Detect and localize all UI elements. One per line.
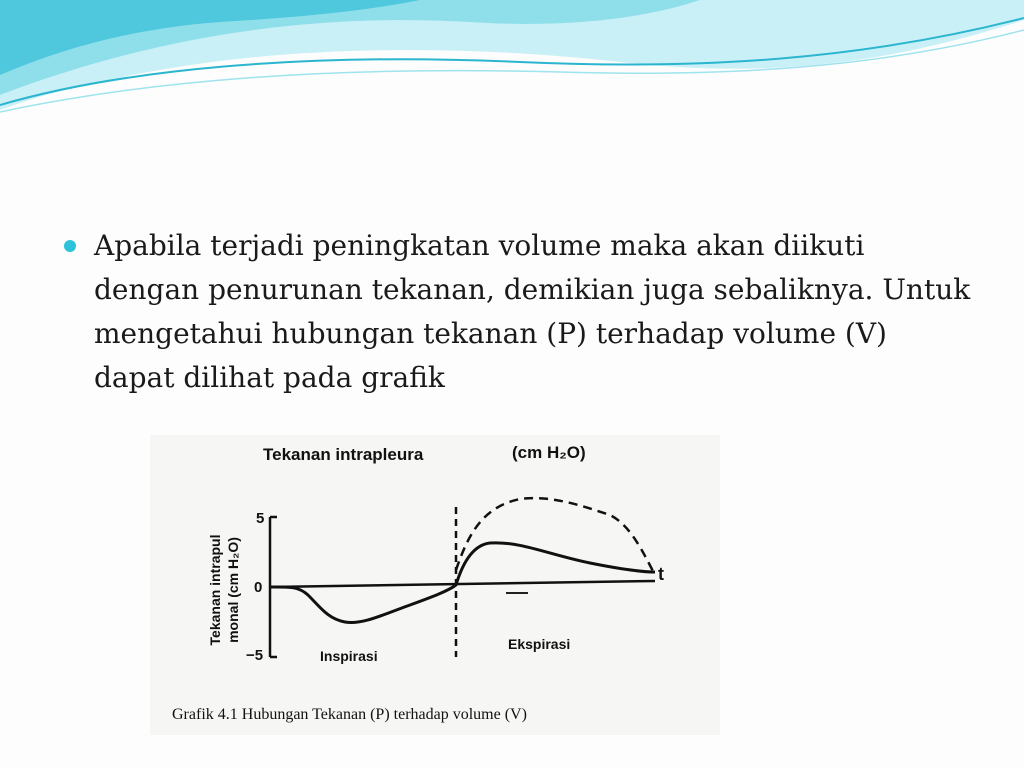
figure-graphic xyxy=(150,435,720,735)
x-axis-label-t: t xyxy=(658,564,664,584)
curve-inspiration xyxy=(270,585,456,623)
label-inspirasi: Inspirasi xyxy=(320,648,378,664)
figure-header-right: (cm H₂O) xyxy=(512,443,586,462)
figure-header-left: Tekanan intrapleura xyxy=(263,445,424,464)
y-axis-label-line2: monal (cm H₂O) xyxy=(225,537,241,643)
bullet-dot-icon xyxy=(64,240,76,252)
header-wave-decoration xyxy=(0,0,1024,130)
y-tick-label-zero: 0 xyxy=(254,579,263,596)
curve-expiration-dashed xyxy=(456,498,655,575)
figure-pressure-graph xyxy=(150,435,720,735)
y-axis-label-line1: Tekanan intrapul xyxy=(207,534,223,646)
curve-expiration-solid xyxy=(456,543,655,585)
y-tick-label-top: 5 xyxy=(256,510,265,527)
label-ekspirasi: Ekspirasi xyxy=(508,636,571,652)
zero-baseline xyxy=(270,581,655,587)
y-tick-label-bottom: −5 xyxy=(246,647,264,664)
bullet-text: Apabila terjadi peningkatan volume maka akan diikuti dengan penurunan tekanan, demikian juga sebaliknya. Untuk mengetahui hubungan tekanan (P) terhadap volume (V) dapat dilihat pada grafik xyxy=(94,229,971,394)
figure-caption: Grafik 4.1 Hubungan Tekanan (P) terhadap volume (V) xyxy=(172,706,527,723)
